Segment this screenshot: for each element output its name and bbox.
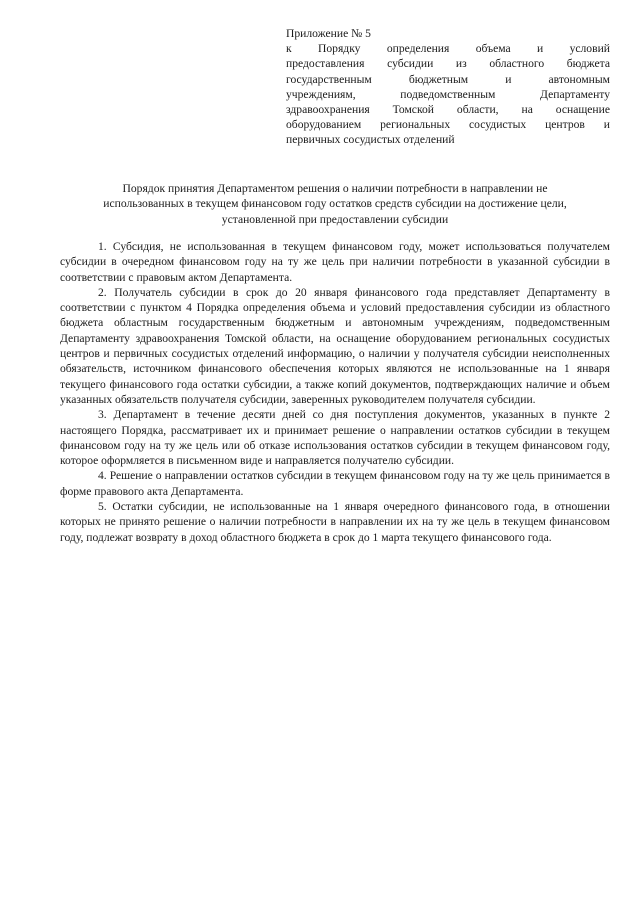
paragraph-2: 2. Получатель субсидии в срок до 20 января финансового года представляет Департаменту в соответствии с пунктом 4 Порядка определения объема и условий предоставления субсидии из областного бюджета областным государственным бюджетным и автономным учреждениям, подведомственным Департаменту здравоохранения Томской области, на оснащение оборудованием региональных сосудистых центров и первичных сосудистых отделений информацию, о наличии у получателя субсидии неисполненных обязательств, источником финансового обеспечения которых являются не использованные на 1 января текущего финансового года остатки субсидии, а также копий документов, подтверждающих наличие и объем указанных обязательств получателя субсидии, заверенных руководителем получателя субсидии. [60, 285, 610, 406]
annex-line: к Порядку определения объема и условий [286, 42, 610, 56]
annex-line: здравоохранения Томской области, на оснащение [286, 103, 610, 117]
annex-line: первичных сосудистых отделений [286, 133, 455, 147]
document-title-line: использованных в текущем финансовом году остатков средств субсидии на достижение цели, [103, 197, 567, 211]
document-title [60, 181, 610, 227]
annex-line: предоставления субсидии из областного бюджета [286, 57, 610, 71]
document-title-line: установленной при предоставлении субсидии [221, 212, 449, 226]
annex-line: учреждениям, подведомственным Департаменту [286, 87, 610, 101]
annex-title: Приложение № 5 [286, 27, 371, 40]
paragraph-3: 3. Департамент в течение десяти дней со дня поступления документов, указанных в пункте 2 настоящего Порядка, рассматривает их и принимает решение о направлении остатков субсидии в текущем финансовом году на ту же цель или об отказе использования остатков субсидии в текущем финансовом году, которое оформляется в письменном виде и направляется получателю субсидии. [60, 408, 610, 468]
paragraph-1: 1. Субсидия, не использованная в текущем финансовом году, может использоваться получателем субсидии в очередном финансовом году на ту же цель при наличии потребности в указанной субсидии в соответствии с правовым актом Департамента. [60, 240, 610, 284]
annex-header [286, 26, 610, 148]
document-title-line: Порядок принятия Департаментом решения о наличии потребности в направлении не [122, 182, 548, 195]
paragraph-5: 5. Остатки субсидии, не использованные на 1 января очередного финансового года, в отношении которых не принято решение о наличии потребности в направлении их на ту же цель в текущем финансовом году, подлежат возврату в доход областного бюджета в срок до 1 марта текущего финансового года. [60, 500, 610, 544]
annex-line: государственным бюджетным и автономным [286, 72, 610, 86]
document-body [60, 239, 610, 545]
paragraph-4: 4. Решение о направлении остатков субсидии в текущем финансовом году на ту же цель принимается в форме правового акта Департамента. [60, 469, 610, 498]
annex-line: оборудованием региональных сосудистых центров и [286, 118, 610, 132]
